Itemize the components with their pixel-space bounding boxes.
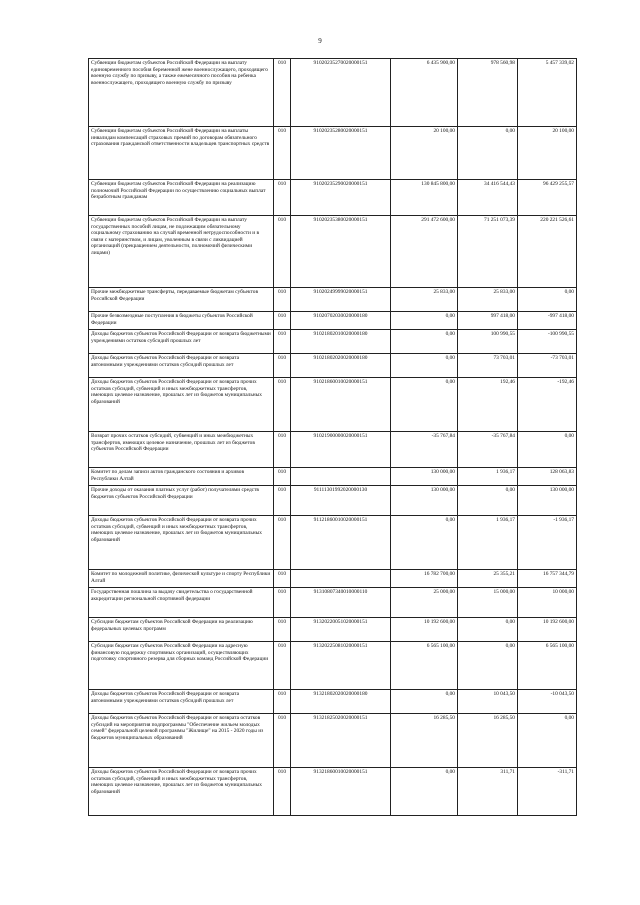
table-row: [89, 486, 577, 516]
row-code-cell: 010: [274, 378, 291, 432]
row-rest-cell: 10 000,00: [518, 588, 577, 618]
row-rest-cell: 130 000,00: [518, 486, 577, 516]
row-plan-cell: 0,00: [391, 354, 458, 378]
row-fact-cell: 978 560,98: [458, 59, 518, 127]
row-plan-cell: 6 435 900,00: [391, 59, 458, 127]
row-rest-cell: 220 221 526,61: [518, 216, 577, 288]
row-code-cell: 010: [274, 588, 291, 618]
row-rest-cell: -10 043,50: [518, 690, 577, 714]
row-fact-cell: 34 416 544,43: [458, 180, 518, 216]
row-code-cell: 010: [274, 354, 291, 378]
table-row: [89, 690, 577, 714]
table-row: [89, 468, 577, 486]
row-name-cell: Субсидии бюджетам субъектов Российской Федерации на реализацию федеральных целевых программ: [89, 618, 274, 642]
row-plan-cell: 10 192 600,00: [391, 618, 458, 642]
row-plan-cell: 6 565 100,00: [391, 642, 458, 690]
table-row: [89, 288, 577, 312]
table-row: [89, 180, 577, 216]
row-code-cell: 010: [274, 642, 291, 690]
row-plan-cell: 16 285,50: [391, 714, 458, 768]
row-kbk-cell: 91021802010020000180: [291, 330, 391, 354]
row-fact-cell: 71 251 073,39: [458, 216, 518, 288]
row-code-cell: 010: [274, 312, 291, 330]
row-name-cell: Доходы бюджетов субъектов Российской Федерации от возврата бюджетными учреждениями остатков субсидий прошлых лет: [89, 330, 274, 354]
row-rest-cell: 16 757 344,79: [518, 570, 577, 588]
row-kbk-cell: 91020235280020000151: [291, 127, 391, 180]
row-kbk-cell: 91020235270020000151: [291, 59, 391, 127]
row-rest-cell: -997 418,00: [518, 312, 577, 330]
table-row: [89, 432, 577, 468]
row-name-cell: Доходы бюджетов субъектов Российской Федерации от возврата автономными учреждениями остатков субсидий прошлых лет: [89, 690, 274, 714]
row-fact-cell: 10 043,50: [458, 690, 518, 714]
row-plan-cell: 0,00: [391, 768, 458, 816]
row-rest-cell: -192,46: [518, 378, 577, 432]
row-fact-cell: 0,00: [458, 642, 518, 690]
row-code-cell: 010: [274, 288, 291, 312]
row-name-cell: Комитет по молодежной политике, физической культуре и спорту Республики Алтай: [89, 570, 274, 588]
row-code-cell: 010: [274, 330, 291, 354]
row-plan-cell: 130 000,00: [391, 486, 458, 516]
row-plan-cell: 130 845 800,00: [391, 180, 458, 216]
row-fact-cell: 311,71: [458, 768, 518, 816]
table-row: [89, 312, 577, 330]
row-fact-cell: 0,00: [458, 618, 518, 642]
row-name-cell: Прочие межбюджетные трансферты, передаваемые бюджетам субъектов Российской Федерации: [89, 288, 274, 312]
row-fact-cell: 1 936,17: [458, 516, 518, 570]
row-kbk-cell: 91021802020020000180: [291, 354, 391, 378]
row-kbk-cell: 91111301992020000130: [291, 486, 391, 516]
row-plan-cell: 291 472 600,00: [391, 216, 458, 288]
row-code-cell: 010: [274, 486, 291, 516]
row-kbk-cell: 91020235380020000151: [291, 216, 391, 288]
row-name-cell: Доходы бюджетов субъектов Российской Федерации от возврата автономными учреждениями остатков субсидий прошлых лет: [89, 354, 274, 378]
row-fact-cell: 192,46: [458, 378, 518, 432]
table-row: [89, 378, 577, 432]
table-row: [89, 354, 577, 378]
row-code-cell: 010: [274, 618, 291, 642]
row-code-cell: 010: [274, 570, 291, 588]
row-code-cell: 010: [274, 432, 291, 468]
row-kbk-cell: 91020249999020000151: [291, 288, 391, 312]
revenue-table: [88, 58, 577, 816]
row-kbk-cell: [291, 570, 391, 588]
row-name-cell: Субвенции бюджетам субъектов Российской Федерации на выплату государственных пособий лицам, не подлежащим обязательному социальному страхованию на случай временной нетрудоспособности и в связи с материнством, и лицам, уволенным в связи с ликвидацией организаций (прекращением деятельности, полномочий физическими лицами): [89, 216, 274, 288]
row-name-cell: Прочие доходы от оказания платных услуг (работ) получателями средств бюджетов субъектов Российской Федерации: [89, 486, 274, 516]
row-code-cell: 010: [274, 768, 291, 816]
row-plan-cell: 130 000,00: [391, 468, 458, 486]
row-kbk-cell: 91020235290020000151: [291, 180, 391, 216]
table-row: [89, 642, 577, 690]
row-rest-cell: 6 565 100,00: [518, 642, 577, 690]
row-rest-cell: 96 429 255,57: [518, 180, 577, 216]
row-fact-cell: -35 767,84: [458, 432, 518, 468]
row-rest-cell: -311,71: [518, 768, 577, 816]
row-kbk-cell: 91021860010020000151: [291, 378, 391, 432]
table-row: [89, 216, 577, 288]
row-kbk-cell: 91310807340010000110: [291, 588, 391, 618]
row-kbk-cell: 91320225081020000151: [291, 642, 391, 690]
row-name-cell: Государственная пошлина за выдачу свидетельства о государственной аккредитации региональной спортивной федерации: [89, 588, 274, 618]
row-fact-cell: 15 000,00: [458, 588, 518, 618]
row-name-cell: Возврат прочих остатков субсидий, субвенций и иных межбюджетных трансфертов, имеющих целевое назначение, прошлых лет из бюджетов субъектов Российской Федерации: [89, 432, 274, 468]
table-row: [89, 59, 577, 127]
row-name-cell: Субвенции бюджетам субъектов Российской Федерации на выплату единовременного пособия беременной жене военнослужащего, проходящего военную службу по призыву, а также ежемесячного пособия на ребенка военнослужащего, проходящего военную службу по призыву: [89, 59, 274, 127]
row-code-cell: 010: [274, 127, 291, 180]
table-row: [89, 768, 577, 816]
table-row: [89, 618, 577, 642]
row-fact-cell: 0,00: [458, 127, 518, 180]
row-kbk-cell: 91121860010020000151: [291, 516, 391, 570]
row-code-cell: 010: [274, 690, 291, 714]
row-rest-cell: 5 457 339,02: [518, 59, 577, 127]
table-row: [89, 330, 577, 354]
row-plan-cell: 0,00: [391, 516, 458, 570]
row-kbk-cell: 91321802020020000180: [291, 690, 391, 714]
row-kbk-cell: 91321860010020000151: [291, 768, 391, 816]
row-plan-cell: -35 767,84: [391, 432, 458, 468]
row-name-cell: Субсидии бюджетам субъектов Российской Федерации на адресную финансовую поддержку спортивных организаций, осуществляющих подготовку спортивного резерва для сборных команд Российской Федерации: [89, 642, 274, 690]
row-plan-cell: 25 833,00: [391, 288, 458, 312]
row-plan-cell: 0,00: [391, 330, 458, 354]
row-name-cell: Комитет по делам записи актов гражданского состояния и архивов Республики Алтай: [89, 468, 274, 486]
row-rest-cell: 128 063,83: [518, 468, 577, 486]
row-rest-cell: 0,00: [518, 432, 577, 468]
row-code-cell: 010: [274, 516, 291, 570]
row-rest-cell: 0,00: [518, 288, 577, 312]
page-number: 9: [318, 37, 322, 45]
row-name-cell: Доходы бюджетов субъектов Российской Федерации от возврата прочих остатков субсидий, субвенций и иных межбюджетных трансфертов, имеющих целевое назначение, прошлых лет из бюджетов муниципальных образований: [89, 768, 274, 816]
row-name-cell: Прочие безвозмездные поступления в бюджеты субъектов Российской Федерации: [89, 312, 274, 330]
row-fact-cell: 25 833,00: [458, 288, 518, 312]
row-kbk-cell: 91021900000020000151: [291, 432, 391, 468]
row-kbk-cell: 91020702030020000180: [291, 312, 391, 330]
row-fact-cell: 73 703,01: [458, 354, 518, 378]
row-code-cell: 010: [274, 180, 291, 216]
row-fact-cell: 100 990,55: [458, 330, 518, 354]
row-kbk-cell: [291, 468, 391, 486]
row-fact-cell: 997 418,00: [458, 312, 518, 330]
row-code-cell: 010: [274, 216, 291, 288]
row-plan-cell: 0,00: [391, 312, 458, 330]
row-rest-cell: -1 936,17: [518, 516, 577, 570]
row-fact-cell: 0,00: [458, 486, 518, 516]
row-code-cell: 010: [274, 59, 291, 127]
table-row: [89, 127, 577, 180]
row-code-cell: 010: [274, 468, 291, 486]
row-name-cell: Доходы бюджетов субъектов Российской Федерации от возврата остатков субсидий на мероприятия подпрограммы "Обеспечение жильем молодых семей" федеральной целевой программы "Жилище" на 2015 - 2020 годы из бюджетов муниципальных образований: [89, 714, 274, 768]
row-plan-cell: 0,00: [391, 378, 458, 432]
row-name-cell: Доходы бюджетов субъектов Российской Федерации от возврата прочих остатков субсидий, субвенций и иных межбюджетных трансфертов, имеющих целевое назначение, прошлых лет из бюджетов муниципальных образований: [89, 516, 274, 570]
row-rest-cell: -100 990,55: [518, 330, 577, 354]
row-name-cell: Субвенции бюджетам субъектов Российской Федерации на выплаты инвалидам компенсаций страховых премий по договорам обязательного страхования гражданской ответственности владельцев транспортных средств: [89, 127, 274, 180]
table-row: [89, 714, 577, 768]
row-fact-cell: 16 285,50: [458, 714, 518, 768]
row-rest-cell: -73 703,01: [518, 354, 577, 378]
row-code-cell: 010: [274, 714, 291, 768]
row-kbk-cell: 91320220051020000151: [291, 618, 391, 642]
row-fact-cell: 25 355,21: [458, 570, 518, 588]
row-name-cell: Субвенции бюджетам субъектов Российской Федерации на реализацию полномочий Российской Федерации по осуществлению социальных выплат безработным гражданам: [89, 180, 274, 216]
table-row: [89, 570, 577, 588]
row-plan-cell: 20 100,00: [391, 127, 458, 180]
table-row: [89, 516, 577, 570]
row-name-cell: Доходы бюджетов субъектов Российской Федерации от возврата прочих остатков субсидий, субвенций и иных межбюджетных трансфертов, имеющих целевое назначение, прошлых лет из бюджетов муниципальных образований: [89, 378, 274, 432]
row-fact-cell: 1 936,17: [458, 468, 518, 486]
row-rest-cell: 20 100,00: [518, 127, 577, 180]
table-row: [89, 588, 577, 618]
row-rest-cell: 10 192 600,00: [518, 618, 577, 642]
row-rest-cell: 0,00: [518, 714, 577, 768]
row-kbk-cell: 91321825020020000151: [291, 714, 391, 768]
row-plan-cell: 0,00: [391, 690, 458, 714]
row-plan-cell: 25 000,00: [391, 588, 458, 618]
row-plan-cell: 16 782 700,00: [391, 570, 458, 588]
